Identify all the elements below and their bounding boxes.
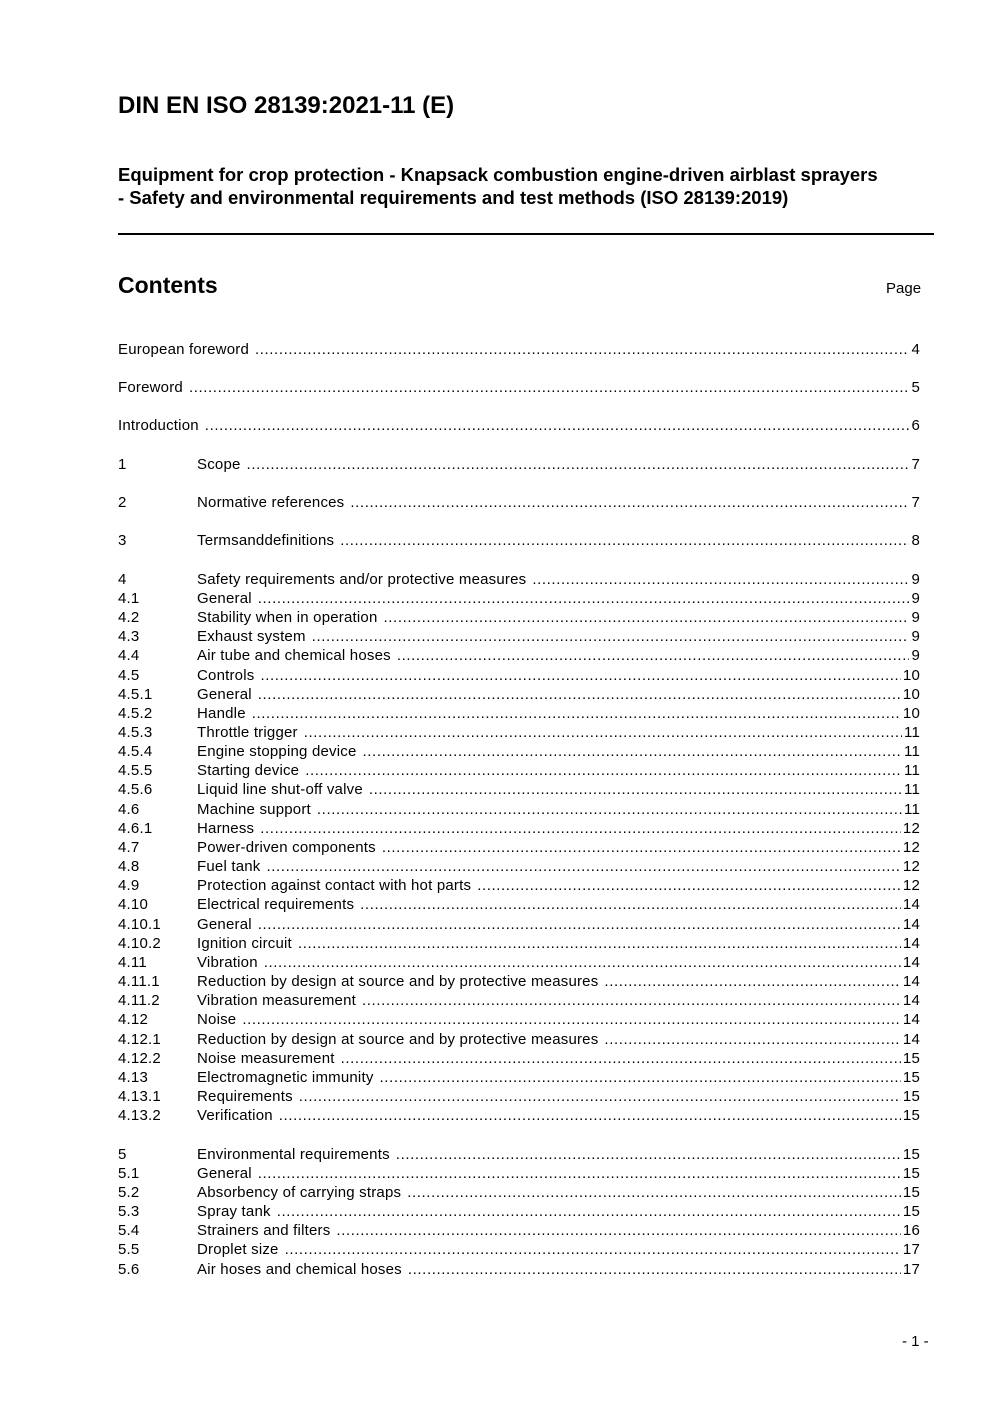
toc-section-title: Noise xyxy=(197,1011,237,1028)
toc-entry[interactable] xyxy=(118,1145,920,1164)
toc-entry[interactable] xyxy=(118,1240,920,1259)
toc-section-number: 1 xyxy=(118,456,127,473)
toc-dot-leader xyxy=(260,819,901,838)
toc-entry[interactable] xyxy=(118,1183,920,1202)
toc-dot-leader xyxy=(252,704,901,723)
toc-section-title: Spray tank xyxy=(197,1203,271,1220)
toc-dot-leader xyxy=(285,1240,901,1259)
toc-section-number: 4.6 xyxy=(118,801,140,818)
toc-entry[interactable] xyxy=(118,800,920,819)
toc-entry[interactable] xyxy=(118,1202,920,1221)
toc-section-number: 5.1 xyxy=(118,1165,140,1182)
toc-dot-leader xyxy=(397,646,910,665)
toc-entry[interactable] xyxy=(118,1164,920,1183)
toc-dot-leader xyxy=(477,876,901,895)
toc-dot-leader xyxy=(304,723,902,742)
document-subtitle: Equipment for crop protection - Knapsack combustion engine-driven airblast sprayers - Safety and environmental requirements and test methods (ISO 28139:2019) xyxy=(118,164,878,208)
toc-page-number: 14 xyxy=(902,1011,920,1028)
toc-dot-leader xyxy=(260,666,900,685)
toc-page-number: 15 xyxy=(902,1184,920,1201)
toc-section-number: 4.10.2 xyxy=(118,935,161,952)
toc-page-number: 10 xyxy=(902,705,920,722)
toc-entry[interactable] xyxy=(118,1087,920,1106)
toc-page-number: 9 xyxy=(911,647,920,664)
toc-page-number: 12 xyxy=(902,877,920,894)
toc-page-number: 16 xyxy=(902,1222,920,1239)
toc-section-title: Fuel tank xyxy=(197,858,261,875)
toc-section-number: 4.5.3 xyxy=(118,724,153,741)
toc-entry[interactable] xyxy=(118,1068,920,1087)
toc-dot-leader xyxy=(258,1164,901,1183)
toc-page-number: 15 xyxy=(902,1203,920,1220)
toc-dot-leader xyxy=(382,838,901,857)
toc-section-title: General xyxy=(197,590,252,607)
toc-section-title: Vibration xyxy=(197,954,258,971)
toc-section-number: 4.10 xyxy=(118,896,148,913)
toc-dot-leader xyxy=(532,570,909,589)
toc-section-number: 4.11 xyxy=(118,954,147,971)
toc-page-number: 8 xyxy=(911,532,920,549)
toc-page-number: 14 xyxy=(902,992,920,1009)
toc-section-title: Absorbency of carrying straps xyxy=(197,1184,402,1201)
toc-entry[interactable] xyxy=(118,666,920,685)
toc-section-number: 4 xyxy=(118,571,127,588)
toc-section-title: Engine stopping device xyxy=(197,743,357,760)
toc-entry[interactable] xyxy=(118,493,920,512)
toc-dot-leader xyxy=(255,340,909,359)
toc-dot-leader xyxy=(305,761,902,780)
toc-section-number: 4.5.4 xyxy=(118,743,153,760)
toc-page-number: 10 xyxy=(902,667,920,684)
toc-section-title: Air tube and chemical hoses xyxy=(197,647,391,664)
toc-section-title: Vibration measurement xyxy=(197,992,357,1009)
toc-section-number: 4.10.1 xyxy=(118,916,161,933)
toc-section-number: 4.9 xyxy=(118,877,140,894)
toc-page-number: 5 xyxy=(911,379,920,396)
toc-dot-leader xyxy=(604,1030,900,1049)
toc-page-number: 7 xyxy=(911,494,920,511)
toc-page-number: 14 xyxy=(902,916,920,933)
toc-entry[interactable] xyxy=(118,416,920,435)
toc-section-number: 4.3 xyxy=(118,628,140,645)
toc-dot-leader xyxy=(264,953,901,972)
toc-page-number: 15 xyxy=(902,1088,920,1105)
toc-page-number: 15 xyxy=(902,1107,920,1124)
toc-entry[interactable] xyxy=(118,934,920,953)
toc-section-title: Exhaust system xyxy=(197,628,306,645)
toc-dot-leader xyxy=(277,1202,901,1221)
toc-page-number: 12 xyxy=(902,839,920,856)
toc-section-title: Controls xyxy=(197,667,255,684)
toc-entry[interactable] xyxy=(118,723,920,742)
toc-dot-leader xyxy=(247,455,910,474)
toc-section-number: 4.1 xyxy=(118,590,140,607)
toc-page-number: 14 xyxy=(902,935,920,952)
toc-entry[interactable] xyxy=(118,1010,920,1029)
toc-section-title: Harness xyxy=(197,820,255,837)
toc-section-title: Verification xyxy=(197,1107,273,1124)
toc-page-number: 17 xyxy=(902,1261,920,1278)
toc-section-title: Safety requirements and/or protective measures xyxy=(197,571,527,588)
toc-section-title: Foreword xyxy=(118,379,183,396)
toc-entry[interactable] xyxy=(118,953,920,972)
toc-section-number: 4.13.2 xyxy=(118,1107,161,1124)
toc-page-number: 11 xyxy=(904,762,920,779)
toc-section-title: General xyxy=(197,1165,252,1182)
toc-section-number: 5.6 xyxy=(118,1261,140,1278)
toc-section-number: 4.12.2 xyxy=(118,1050,161,1067)
toc-page-number: 6 xyxy=(911,417,920,434)
toc-dot-leader xyxy=(407,1183,901,1202)
toc-dot-leader xyxy=(267,857,901,876)
toc-section-number: 4.5.6 xyxy=(118,781,153,798)
toc-section-number: 5.4 xyxy=(118,1222,140,1239)
document-title: DIN EN ISO 28139:2021-11 (E) xyxy=(118,92,455,119)
toc-entry[interactable] xyxy=(118,378,920,397)
toc-section-title: Liquid line shut-off valve xyxy=(197,781,363,798)
toc-dot-leader xyxy=(408,1260,901,1279)
toc-dot-leader xyxy=(242,1010,901,1029)
toc-page-number: 7 xyxy=(911,456,920,473)
toc-entry[interactable] xyxy=(118,1260,920,1279)
toc-dot-leader xyxy=(258,915,901,934)
toc-entry[interactable] xyxy=(118,1221,920,1240)
toc-section-title: Strainers and filters xyxy=(197,1222,331,1239)
toc-section-title: Stability when in operation xyxy=(197,609,378,626)
toc-entry[interactable] xyxy=(118,857,920,876)
toc-page-number: 11 xyxy=(904,781,920,798)
toc-section-number: 4.6.1 xyxy=(118,820,153,837)
toc-section-number: 4.5.5 xyxy=(118,762,153,779)
toc-page-number: 12 xyxy=(902,820,920,837)
toc-entry[interactable] xyxy=(118,627,920,646)
toc-entry[interactable] xyxy=(118,761,920,780)
toc-section-number: 4.5.1 xyxy=(118,686,153,703)
toc-dot-leader xyxy=(350,493,909,512)
toc-section-number: 4.13 xyxy=(118,1069,148,1086)
toc-entry[interactable] xyxy=(118,1049,920,1068)
toc-page-number: 15 xyxy=(902,1146,920,1163)
toc-section-title: Air hoses and chemical hoses xyxy=(197,1261,402,1278)
toc-page-number: 9 xyxy=(911,609,920,626)
toc-page-number: 15 xyxy=(902,1069,920,1086)
toc-dot-leader xyxy=(205,416,910,435)
toc-dot-leader xyxy=(384,608,910,627)
toc-section-title: Reduction by design at source and by protective measures xyxy=(197,1031,599,1048)
toc-dot-leader xyxy=(312,627,910,646)
toc-dot-leader xyxy=(279,1106,901,1125)
toc-section-title: Droplet size xyxy=(197,1241,279,1258)
toc-entry[interactable] xyxy=(118,1106,920,1125)
toc-section-number: 3 xyxy=(118,532,127,549)
toc-entry[interactable] xyxy=(118,531,920,550)
toc-entry[interactable] xyxy=(118,819,920,838)
toc-section-title: Power-driven components xyxy=(197,839,376,856)
toc-section-title: Normative references xyxy=(197,494,345,511)
toc-section-number: 4.11.2 xyxy=(118,992,160,1009)
toc-entry[interactable] xyxy=(118,589,920,608)
toc-page-number: 14 xyxy=(902,1031,920,1048)
toc-entry[interactable] xyxy=(118,570,920,589)
title-divider xyxy=(118,233,934,235)
page-column-heading: Page xyxy=(886,280,922,297)
toc-page-number: 15 xyxy=(902,1165,920,1182)
toc-page-number: 10 xyxy=(902,686,920,703)
toc-page-number: 14 xyxy=(902,954,920,971)
toc-entry[interactable] xyxy=(118,646,920,665)
toc-section-title: Termsanddefinitions xyxy=(197,532,335,549)
toc-section-title: Introduction xyxy=(118,417,199,434)
toc-section-number: 4.5.2 xyxy=(118,705,153,722)
toc-section-number: 4.8 xyxy=(118,858,140,875)
toc-entry[interactable] xyxy=(118,838,920,857)
toc-section-number: 5.2 xyxy=(118,1184,140,1201)
toc-page-number: 9 xyxy=(911,590,920,607)
toc-page-number: 12 xyxy=(902,858,920,875)
toc-section-title: Reduction by design at source and by protective measures xyxy=(197,973,599,990)
toc-entry[interactable] xyxy=(118,972,920,991)
toc-dot-leader xyxy=(336,1221,900,1240)
toc-section-title: Machine support xyxy=(197,801,311,818)
toc-section-title: Noise measurement xyxy=(197,1050,335,1067)
toc-entry[interactable] xyxy=(118,876,920,895)
toc-section-title: Electromagnetic immunity xyxy=(197,1069,374,1086)
toc-section-title: Ignition circuit xyxy=(197,935,292,952)
toc-section-title: Starting device xyxy=(197,762,300,779)
toc-section-number: 4.5 xyxy=(118,667,140,684)
toc-entry[interactable] xyxy=(118,915,920,934)
toc-dot-leader xyxy=(341,1049,901,1068)
toc-page-number: 9 xyxy=(911,571,920,588)
toc-section-number: 4.4 xyxy=(118,647,140,664)
toc-entry[interactable] xyxy=(118,704,920,723)
toc-entry[interactable] xyxy=(118,455,920,474)
toc-page-number: 11 xyxy=(904,743,920,760)
toc-section-title: General xyxy=(197,686,252,703)
toc-page-number: 9 xyxy=(911,628,920,645)
toc-dot-leader xyxy=(258,589,910,608)
toc-page-number: 14 xyxy=(902,973,920,990)
toc-entry[interactable] xyxy=(118,685,920,704)
toc-entry[interactable] xyxy=(118,991,920,1010)
toc-page-number: 15 xyxy=(902,1050,920,1067)
toc-section-number: 4.12 xyxy=(118,1011,148,1028)
toc-dot-leader xyxy=(340,531,909,550)
toc-page-number: 17 xyxy=(902,1241,920,1258)
page-number: - 1 - xyxy=(902,1333,929,1350)
toc-section-number: 4.2 xyxy=(118,609,140,626)
toc-page-number: 11 xyxy=(904,801,920,818)
toc-section-number: 5 xyxy=(118,1146,127,1163)
toc-section-number: 5.5 xyxy=(118,1241,140,1258)
toc-dot-leader xyxy=(380,1068,901,1087)
toc-page-number: 11 xyxy=(904,724,920,741)
toc-section-title: General xyxy=(197,916,252,933)
toc-dot-leader xyxy=(369,780,902,799)
toc-entry[interactable] xyxy=(118,340,920,359)
toc-section-number: 4.12.1 xyxy=(118,1031,161,1048)
toc-section-number: 4.11.1 xyxy=(118,973,160,990)
toc-entry[interactable] xyxy=(118,1030,920,1049)
toc-section-number: 2 xyxy=(118,494,127,511)
toc-dot-leader xyxy=(604,972,900,991)
toc-entry[interactable] xyxy=(118,608,920,627)
toc-page-number: 14 xyxy=(902,896,920,913)
toc-dot-leader xyxy=(360,895,901,914)
toc-dot-leader xyxy=(317,800,902,819)
toc-page-number: 4 xyxy=(911,341,920,358)
toc-section-number: 5.3 xyxy=(118,1203,140,1220)
toc-section-title: Scope xyxy=(197,456,241,473)
toc-section-title: Electrical requirements xyxy=(197,896,355,913)
toc-dot-leader xyxy=(189,378,909,397)
toc-section-title: Throttle trigger xyxy=(197,724,298,741)
toc-section-title: Environmental requirements xyxy=(197,1146,390,1163)
toc-entry[interactable] xyxy=(118,780,920,799)
toc-section-number: 4.7 xyxy=(118,839,140,856)
toc-entry[interactable] xyxy=(118,895,920,914)
toc-dot-leader xyxy=(258,685,901,704)
toc-dot-leader xyxy=(362,991,901,1010)
toc-dot-leader xyxy=(298,934,901,953)
toc-entry[interactable] xyxy=(118,742,920,761)
toc-dot-leader xyxy=(396,1145,901,1164)
toc-section-title: Requirements xyxy=(197,1088,293,1105)
toc-section-number: 4.13.1 xyxy=(118,1088,161,1105)
toc-section-title: Protection against contact with hot parts xyxy=(197,877,472,894)
contents-heading: Contents xyxy=(118,272,218,298)
toc-dot-leader xyxy=(363,742,903,761)
toc-dot-leader xyxy=(299,1087,901,1106)
toc-section-title: European foreword xyxy=(118,341,249,358)
toc-section-title: Handle xyxy=(197,705,246,722)
